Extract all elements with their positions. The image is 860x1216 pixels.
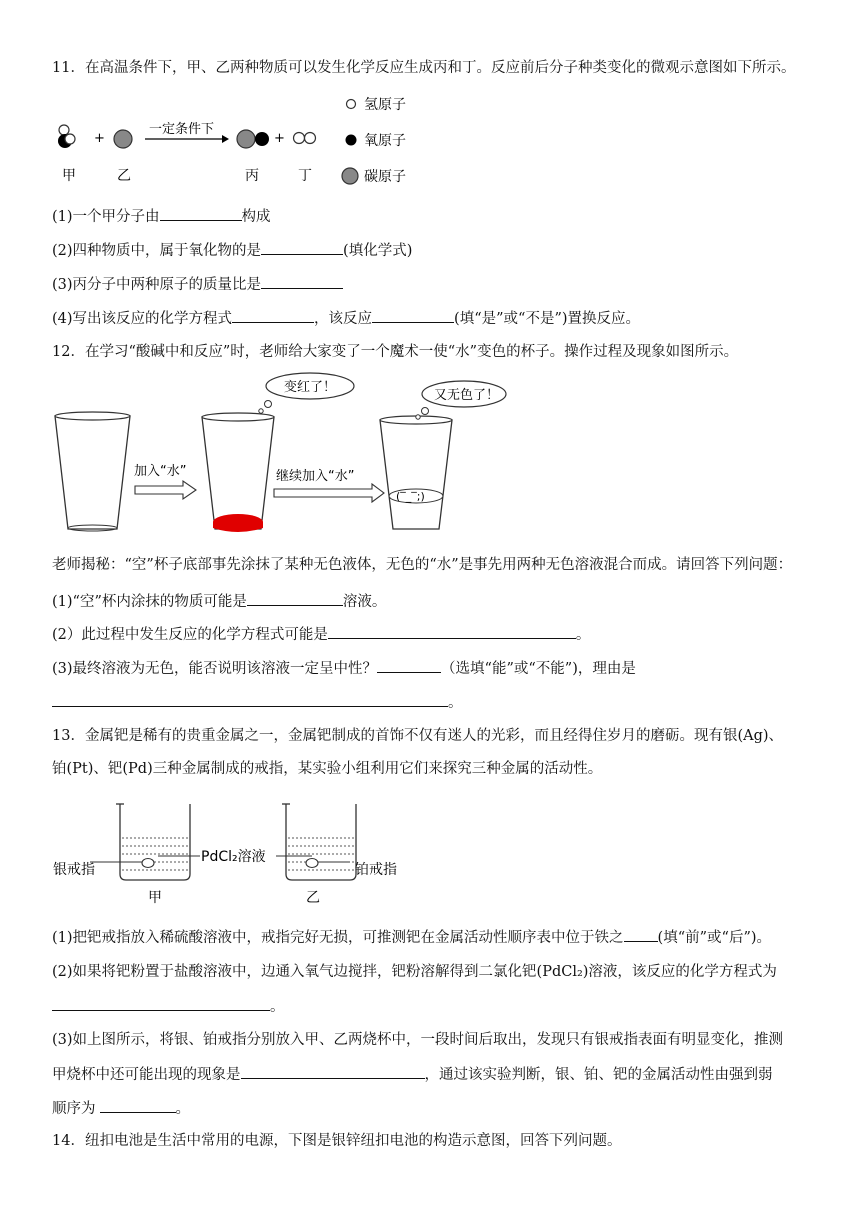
answer-blank[interactable]: [261, 274, 343, 289]
platinum-ring-label: 铂戒指: [355, 862, 397, 878]
plus-sign: +: [94, 131, 105, 146]
svg-text:+: +: [274, 131, 285, 146]
answer-blank[interactable]: [100, 1098, 176, 1113]
bubble2-text: 又无色了！: [434, 388, 500, 403]
answer-blank[interactable]: [241, 1064, 425, 1079]
silver-ring-label: 银戒指: [53, 862, 95, 878]
beaker-jia-label: 甲: [148, 890, 162, 906]
q12-part2: (2）此过程中发生反应的化学方程式可能是 。: [52, 624, 590, 645]
q13-part1: (1)把钯戒指放入稀硫酸溶液中，戒指完好无损，可推测钯在金属活动性顺序表中位于铁之 (填“前”或“后”)。: [52, 927, 771, 948]
q11-reaction-diagram: [50, 90, 430, 199]
q13-part3-line2: 甲烧杯中还可能出现的现象是 ，通过该实验判断，银、铂、钯的金属活动性由强到弱: [52, 1064, 773, 1085]
q12-stem: 12．在学习“酸碱中和反应”时，老师给大家变了一个魔术一使“水”变色的杯子。操作过程及现象如图所示。: [52, 344, 739, 360]
q12-part3: (3)最终溶液为无色，能否说明该溶液一定呈中性？ （选填“能”或“不能”)，理由是: [52, 658, 636, 679]
q13-part3-line3: 顺序为 。: [52, 1098, 190, 1119]
arrow1-label: 加入“水”: [134, 464, 187, 479]
q13-part2: (2)如果将钯粉置于盐酸溶液中，边通入氧气边搅拌，钯粉溶解得到二氯化钯(PdCl₂)溶液，该反应的化学方程式为: [52, 964, 777, 980]
answer-blank[interactable]: [232, 308, 314, 323]
answer-blank[interactable]: [377, 658, 441, 673]
face-text: (‾_‾;): [396, 490, 425, 503]
q13-part3: (3)如上图所示，将银、铂戒指分别放入甲、乙两烧杯中，一段时间后取出，发现只有银戒指表面有明显变化，推测: [52, 1032, 784, 1048]
answer-blank[interactable]: [624, 927, 658, 942]
q14-stem: 14．纽扣电池是生活中常用的电源，下图是银锌纽扣电池的构造示意图，回答下列问题。: [52, 1133, 622, 1149]
answer-blank[interactable]: [160, 206, 242, 221]
q13-stem-line2: 铂(Pt)、钯(Pd)三种金属制成的戒指，某实验小组利用它们来探究三种金属的活动性。: [52, 761, 603, 777]
answer-blank[interactable]: [52, 692, 448, 707]
label-yi: 乙: [117, 168, 131, 184]
q13-part2-answer: 。: [52, 996, 285, 1017]
answer-blank[interactable]: [52, 996, 270, 1011]
q12-reveal: 老师揭秘：“空”杯子底部事先涂抹了某种无色液体，无色的“水”是事先用两种无色溶液混合而成。请回答下列问题：: [52, 557, 793, 573]
q11-part1: (1)一个甲分子由 构成: [52, 206, 271, 227]
answer-blank[interactable]: [372, 308, 454, 323]
q11-part2: (2)四种物质中，属于氧化物的是 (填化学式): [52, 240, 412, 261]
label-jia: 甲: [62, 168, 76, 184]
legend-carbon: 碳原子: [364, 169, 406, 185]
condition-label: 一定条件下: [149, 122, 215, 137]
q12-part1: (1)“空”杯内涂抹的物质可能是 溶液。: [52, 591, 386, 612]
answer-blank[interactable]: [247, 591, 343, 606]
q11-stem: 11．在高温条件下，甲、乙两种物质可以发生化学反应生成丙和丁。反应前后分子种类变化的微观示意图如下所示。: [52, 60, 796, 76]
answer-blank[interactable]: [261, 240, 343, 255]
label-bing: 丙: [245, 168, 259, 184]
q11-part3: (3)丙分子中两种原子的质量比是: [52, 274, 343, 295]
q11-part4: (4)写出该反应的化学方程式 ，该反应 (填“是”或“不是”)置换反应。: [52, 308, 640, 329]
q12-part3-reason: 。: [52, 692, 463, 713]
legend-oxygen: 氧原子: [364, 133, 406, 149]
answer-blank[interactable]: [328, 624, 576, 639]
beaker-yi-label: 乙: [306, 890, 320, 906]
q13-beaker-diagram: [50, 800, 410, 912]
solution-label: PdCl₂溶液: [201, 849, 266, 865]
legend-hydrogen: 氢原子: [364, 97, 406, 113]
q13-stem-line1: 13．金属钯是稀有的贵重金属之一，金属钯制成的首饰不仅有迷人的光彩，而且经得住岁月的磨砺。现有银(Ag)、: [52, 728, 784, 744]
label-ding: 丁: [298, 168, 312, 184]
q12-cups-diagram: [50, 372, 510, 546]
bubble1-text: 变红了！: [284, 380, 337, 395]
arrow2-label: 继续加入“水”: [276, 469, 355, 484]
